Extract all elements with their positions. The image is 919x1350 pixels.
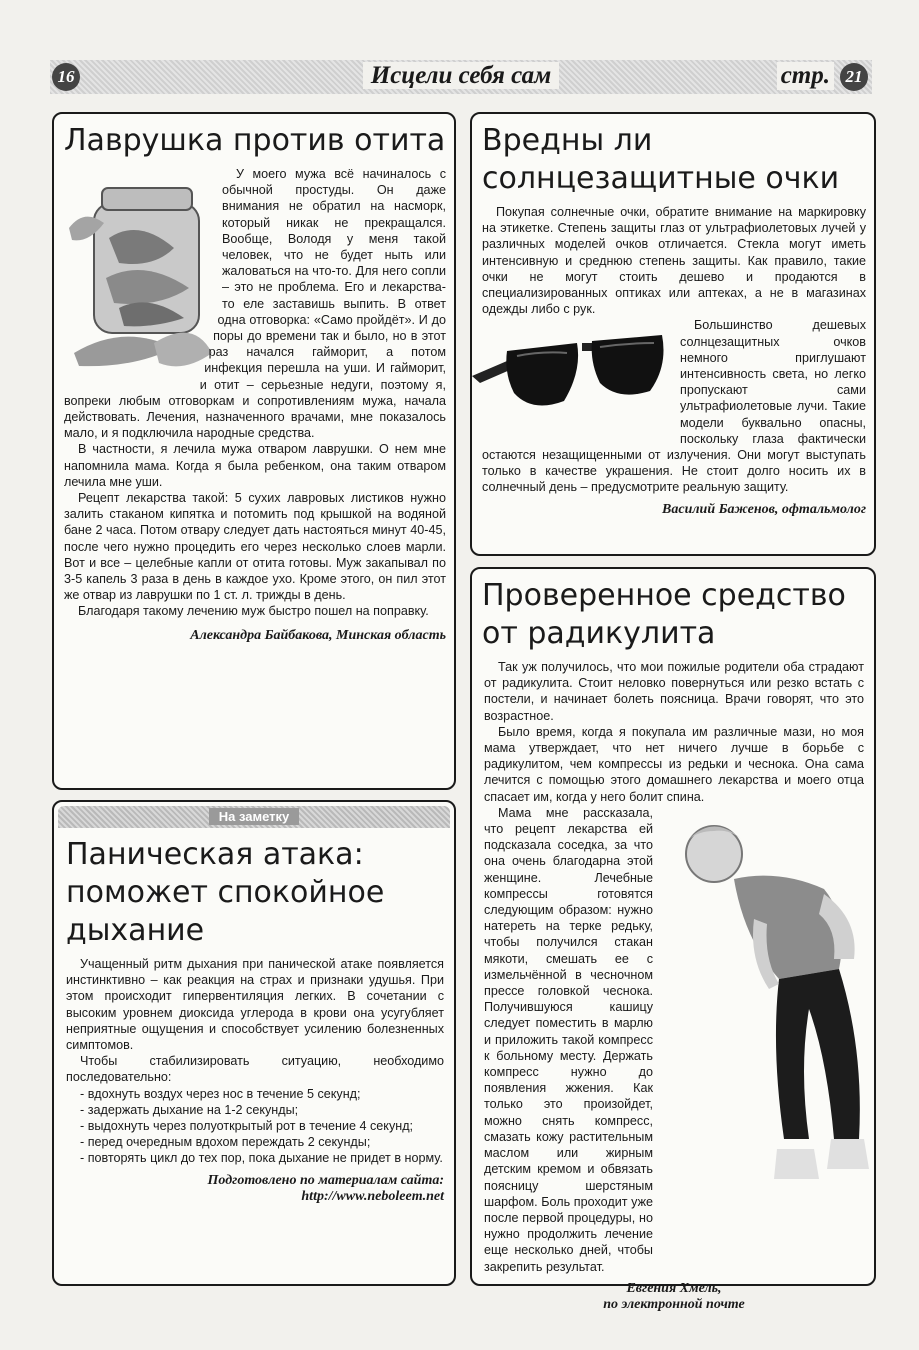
section-title: Исцели себя сам — [363, 62, 560, 89]
article-paragraph: Покупая солнечные очки, обратите внимание на маркировку на этикетке. Степень защиты глаз от ультрафиолетовых лучей у различных моделей очков отличается. Стекла могут иметь интенсивную и среднюю степень защиты. Как правило, такие очки не могут стоить дешево и продаются в специализированных оптиках или аптеках, а не в магазинах одежды либо с рук. — [482, 205, 866, 317]
bay-leaf-jar-image — [64, 168, 214, 378]
list-item: - вдохнуть воздух через нос в течение 5 секунд; — [80, 1086, 361, 1101]
article-title: Паническая атака: поможет спокойное дыхание — [66, 837, 385, 948]
sunglasses-image — [472, 321, 672, 431]
article-radiculitis — [470, 567, 876, 1312]
elderly-woman-image — [659, 809, 874, 1249]
article-paragraph: Большинство дешевых солнцезащитных очков немного приглушают интенсивность света, но легко пропускают сами ультрафиолетовые лучи. Такие модели буквально опасны, поскольку глаза фактически остаются незащищенными от излучения. Они могут выступать только в качестве украшения. Не стоит долго носить их в солнечный день – предусмотрите реальную защиту. — [482, 318, 866, 495]
list-item: - задержать дыхание на 1-2 секунды; — [80, 1102, 299, 1117]
article-sunglasses — [470, 112, 876, 556]
article-paragraph: Учащенный ритм дыхания при панической атаке появляется инстинктивно – как реакция на страх и признаки удушья. При этом происходит гипервентиляция легких. В сочетании с высоким уровнем диоксида углерода в крови она усугубляет неприятные ощущения и способствует усилению болезненных симптомов. — [66, 957, 444, 1053]
source-label: Подготовлено по материалам сайта: — [207, 1172, 444, 1188]
page-number-left: 16 — [52, 63, 80, 91]
article-author: Александра Байбакова, Минская область — [190, 627, 446, 643]
article-bay-leaf — [52, 112, 456, 790]
article-paragraph: В частности, я лечила мужа отваром лаврушки. О нем мне напомнила мама. Когда я была ребенком, она таким отваром лечила мне уши. — [64, 442, 446, 489]
page-number-right: 21 — [840, 63, 868, 91]
list-item: - перед очередным вдохом переждать 2 секунды; — [80, 1135, 371, 1150]
article-author: Василий Баженов, офтальмолог — [662, 501, 866, 517]
article-paragraph: У моего мужа всё начиналось с обычной простуды. Он даже внимания не обратил на насморк, который никак не прекращался. Вообще, Володя у меня такой человек, что не будет ныть или жаловаться на что-то. Для него сопли – это не проблема. Его и лекарства-то еле заставишь выпить. В ответ одна отговорка: «Само пройдёт». И до поры до времени так и было, но в этот раз начался гайморит, а потом инфекция перешла на уши. И гайморит, и отит – серьезные недуги, поэтому я, вопреки любым отговоркам и сопротивлениям мужа, начала действовать. Лечения, назначенного врачами, мне показалось мало, и я подключила народные средства. — [64, 167, 446, 441]
article-paragraph: Так уж получилось, что мои пожилые родители оба страдают от радикулита. Стоит неловко повернуться или резко встать с постели, и начинает болеть поясница. Врачи говорят, что это возрастное. — [484, 660, 864, 723]
list-item: - выдохнуть через полуоткрытый рот в течение 4 секунд; — [80, 1119, 414, 1134]
article-author-note: по электронной почте — [603, 1296, 745, 1312]
article-paragraph: Мама мне рассказала, что рецепт лекарства ей подсказала соседка, за что она очень благодарна этой женщине. Лечебные компрессы готовятся следующим образом: нужно натереть на терке редьку, чтобы получился стакан мякоти, смешать ее с измельчённой в чесночном прессе головкой чеснока. Получившуюся кашицу следует поместить в марлю и приложить такой компресс к больному месту. Держать компресс нужно до появления жжения. Как только это произойдет, можно снять компресс, смазать кожу растительным маслом или жирным детским кремом и обвязать поясницу шерстяным шарфом. Боль проходит уже после первой процедуры, но нужно продолжить лечение еще несколько дней, чтобы закрепить результат. — [484, 805, 653, 1274]
article-paragraph: Было время, когда я покупала им различные мази, но моя мама утверждает, что нет ничего лучше в борьбе с радикулитом, чем компрессы из редьки и чеснока. Она сама лечится с помощью этого домашнего лекарства и моего отца спасает им, когда у него болит спина. — [484, 724, 864, 804]
article-paragraph: Благодаря такому лечению муж быстро пошел на поправку. — [78, 604, 429, 619]
article-paragraph: Рецепт лекарства такой: 5 сухих лавровых листиков нужно залить стаканом кипятка и потомить под крышкой на водяной бане 2 часа. Потом отвару следует дать настояться минут 40-45, после чего нужно процедить его через несколько слоев марли. Вот и все – целебные капли от отита готовы. Муж закапывал по 3-5 капель 3 раза в день в каждое ухо. Кроме этого, он пил этот же отвар из лаврушки по 1 ст. л. трижды в день. — [64, 491, 446, 603]
list-item: - повторять цикл до тех пор, пока дыхание не придет в норму. — [80, 1151, 443, 1166]
article-title: Вредны ли солнцезащитные очки — [482, 123, 840, 196]
article-panic-attack — [52, 800, 456, 1286]
note-tag: На заметку — [209, 808, 300, 825]
breathing-steps-list — [66, 1086, 444, 1167]
article-title: Лаврушка против отита — [64, 123, 446, 158]
article-title: Проверенное средство от радикулита — [482, 578, 846, 651]
article-paragraph: Чтобы стабилизировать ситуацию, необходимо последовательно: — [66, 1054, 444, 1085]
page-header — [50, 60, 872, 94]
source-link[interactable]: http://www.neboleem.net — [301, 1188, 444, 1204]
article-author: Евгения Хмель, — [626, 1280, 722, 1296]
page-label: стр. — [777, 62, 834, 90]
